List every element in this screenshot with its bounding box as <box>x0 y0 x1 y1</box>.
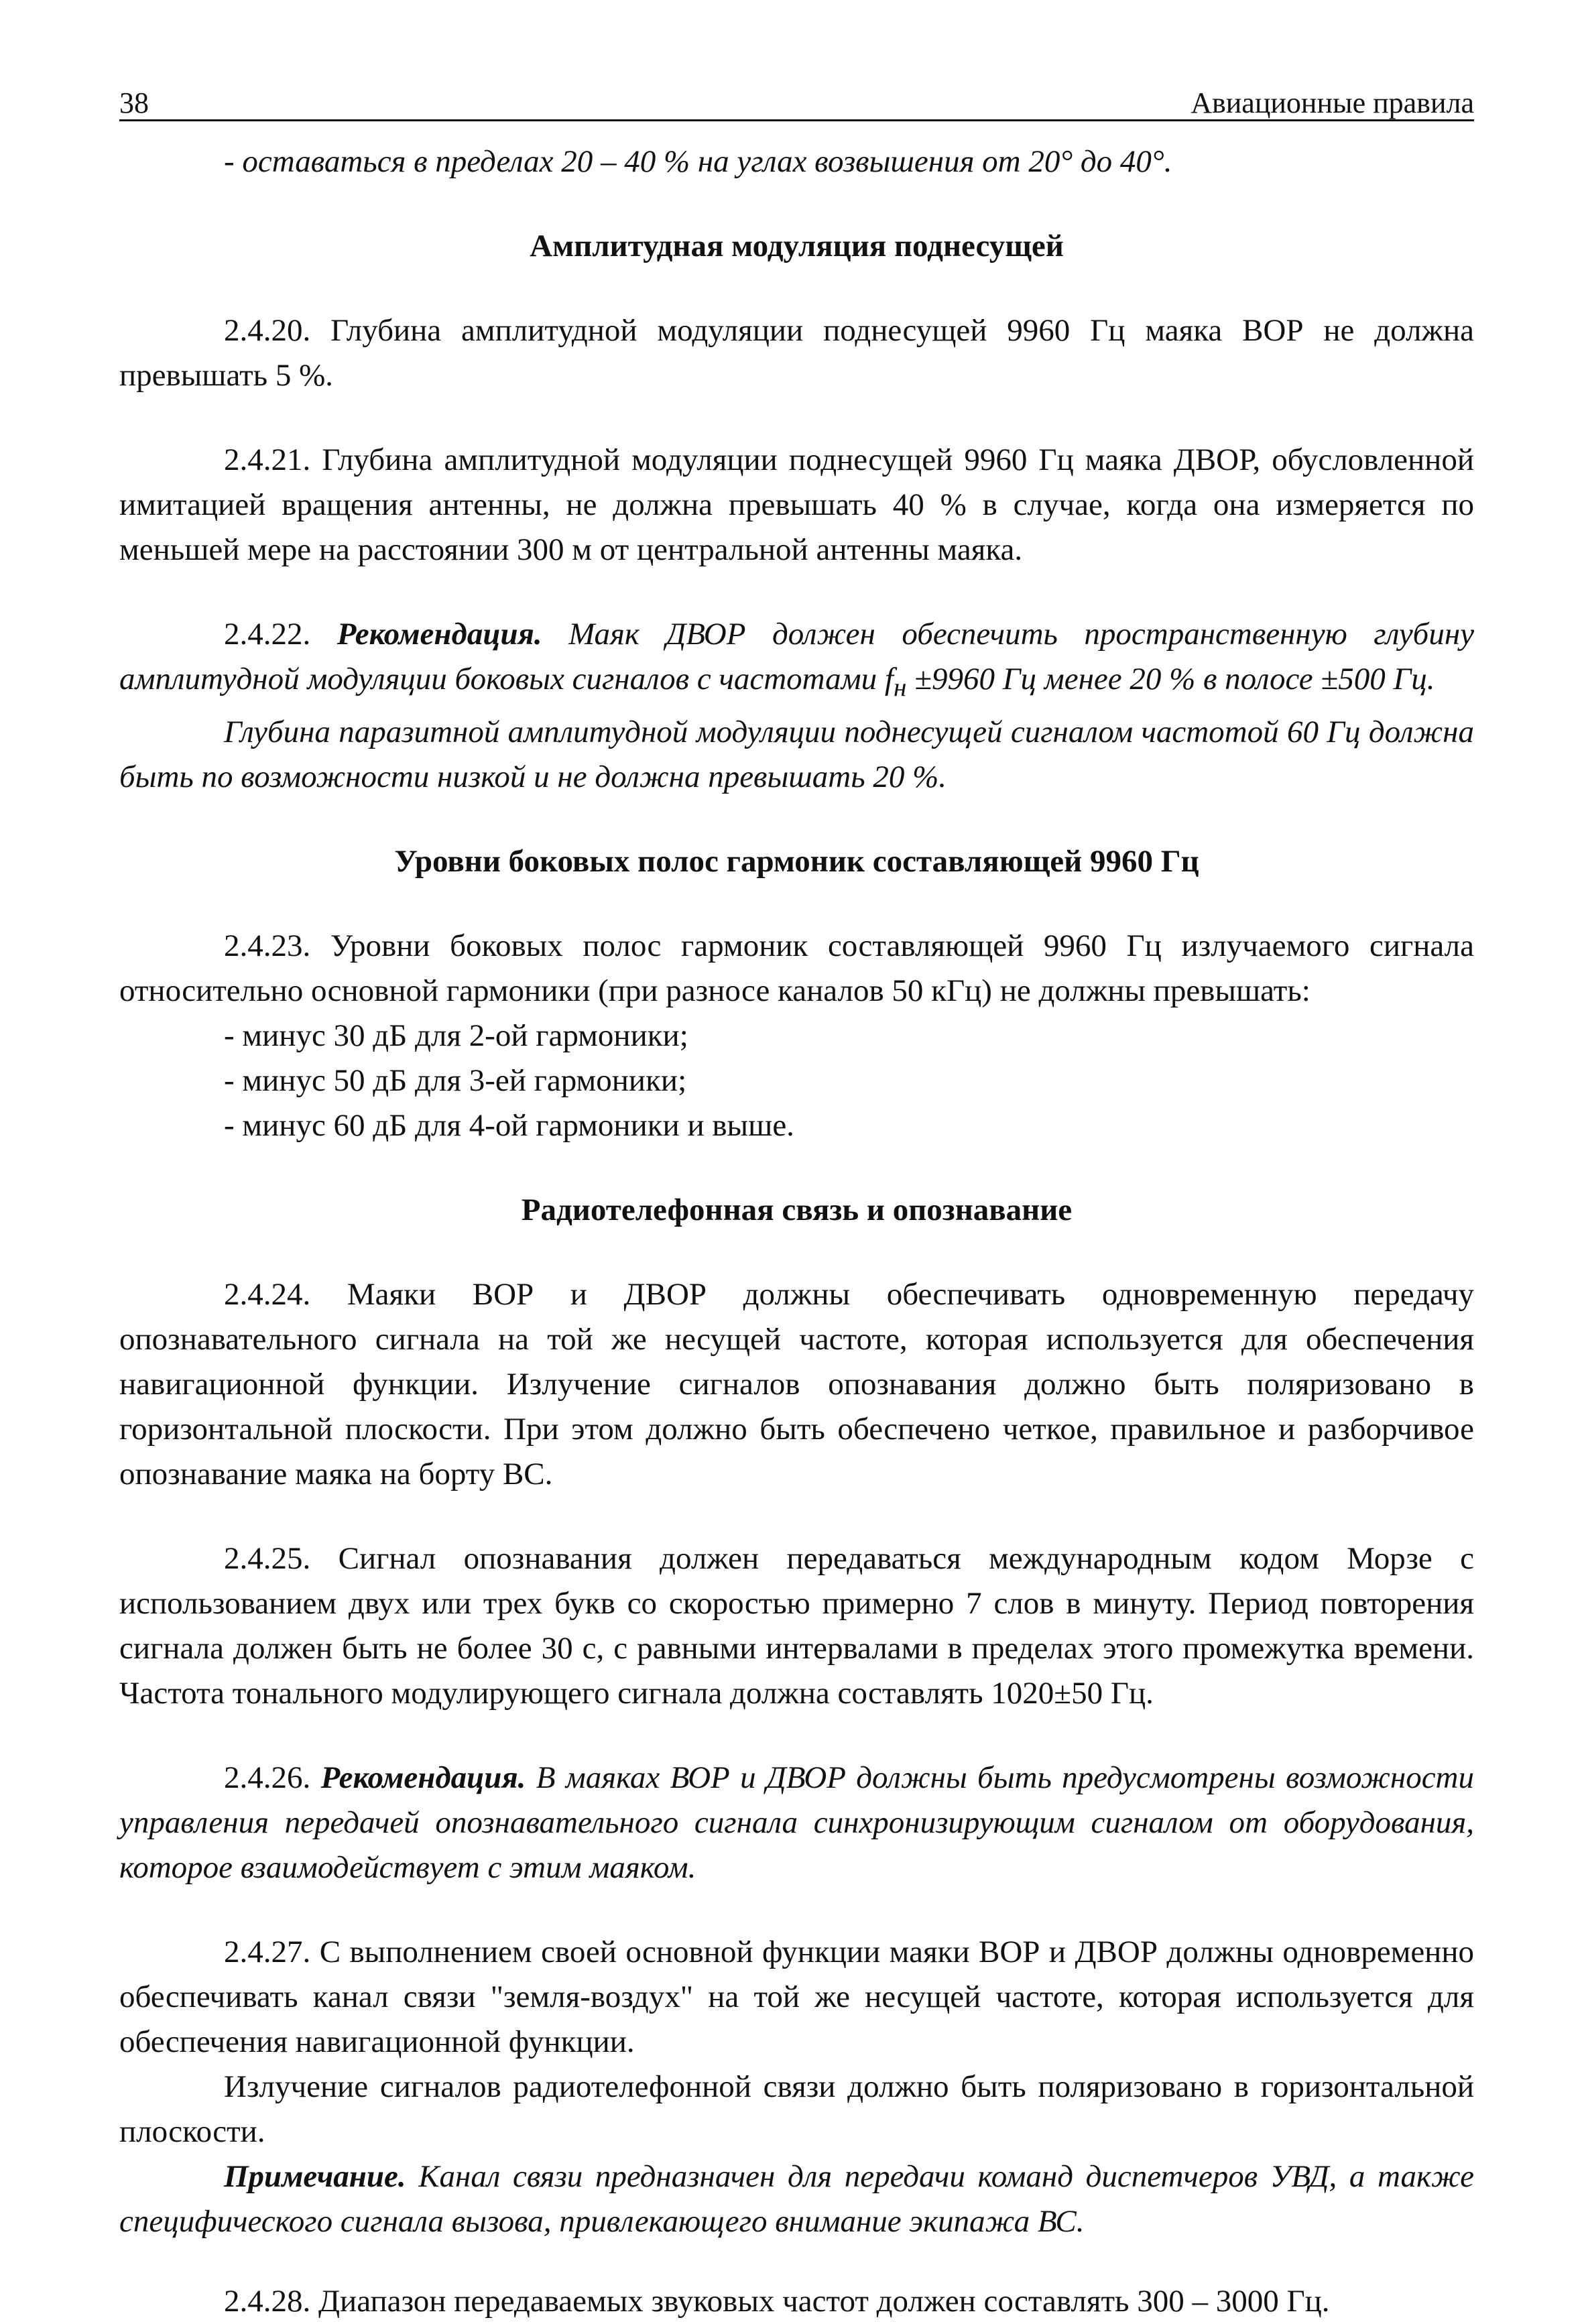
paragraph-2-4-24: 2.4.24. Маяки ВОР и ДВОР должны обеспечивать одновременную передачу опознавательного сигнала на той же несущей частоте, которая используется для обеспечения навигационной функции. Излучение сигналов опознавания должно быть поляризовано в горизонтальной плоскости. При этом должно быть обеспечено четкое, правильное и разборчивое опознавание маяка на борту ВС. <box>119 1277 1474 1492</box>
section-title-radio: Радиотелефонная связь и опознавание <box>521 1192 1073 1228</box>
recommendation-label: Рекомендация. <box>337 617 542 652</box>
note <box>119 2154 1474 2244</box>
recommendation-text-a: Маяк ДВОР должен обеспечить пространственную глубину амплитудной модуляции боковых сигналов с частотами f <box>119 617 1475 696</box>
page-body <box>119 139 1474 2324</box>
intro-line: - оставаться в пределах 20 – 40 % на углах возвышения от 20° до 40°. <box>224 144 1172 179</box>
paragraph-2-4-27: 2.4.27. С выполнением своей основной функции маяки ВОР и ДВОР должны одновременно обеспечивать канал связи "земля-воздух" на той же несущей частоте, которая используется для обеспечения навигационной функции. <box>119 1935 1474 2060</box>
paragraph-2-4-22 <box>119 612 1474 710</box>
recommendation-text: В маяках ВОР и ДВОР должны быть предусмотрены возможности управления передачей опознавательного сигнала синхронизирующим сигналом от оборудования, которое взаимодействует с этим маяком. <box>119 1760 1474 1886</box>
list-item: - минус 60 дБ для 4-ой гармоники и выше. <box>224 1108 794 1144</box>
section-title-am: Амплитудная модуляция поднесущей <box>530 229 1064 263</box>
running-title: Авиационные правила <box>1191 86 1474 119</box>
page-header <box>119 75 1474 121</box>
section-title-sidebands: Уровни боковых полос гармоник составляющей 9960 Гц <box>394 844 1199 879</box>
note-text: Канал связи предназначен для передачи команд диспетчеров УВД, а также специфического сигнала вызова, привлекающего внимание экипажа ВС. <box>119 2159 1474 2240</box>
paragraph-2-4-27-polarization: Излучение сигналов радиотелефонной связи должно быть поляризовано в горизонтальной плоскости. <box>119 2069 1474 2150</box>
paragraph-2-4-23: 2.4.23. Уровни боковых полос гармоник составляющей 9960 Гц излучаемого сигнала относительно основной гармоники (при разносе каналов 50 кГц) не должны превышать: <box>119 928 1474 1009</box>
paragraph-2-4-20: 2.4.20. Глубина амплитудной модуляции поднесущей 9960 Гц маяка ВОР не должна превышать 5 %. <box>119 313 1474 393</box>
paragraph-2-4-22-continued: Глубина паразитной амплитудной модуляции поднесущей сигналом частотой 60 Гц должна быть по возможности низкой и не должна превышать 20 %. <box>119 715 1474 795</box>
paragraph-number: 2.4.22. <box>224 617 337 652</box>
paragraph-number: 2.4.26. <box>224 1760 321 1796</box>
recommendation-text-b: ±9960 Гц менее 20 % в полосе ±500 Гц. <box>906 662 1435 696</box>
list-item: - минус 30 дБ для 2-ой гармоники; <box>224 1018 688 1054</box>
list-item: - минус 50 дБ для 3-ей гармоники; <box>224 1063 687 1099</box>
paragraph-2-4-21: 2.4.21. Глубина амплитудной модуляции поднесущей 9960 Гц маяка ДВОР, обусловленной имитацией вращения антенны, не должна превышать 40 % в случае, когда она измеряется по меньшей мере на расстоянии 300 м от центральной антенны маяка. <box>119 442 1474 567</box>
paragraph-2-4-26 <box>119 1756 1474 1890</box>
note-label: Примечание. <box>224 2159 406 2195</box>
paragraph-2-4-28: 2.4.28. Диапазон передаваемых звуковых частот должен составлять 300 – 3000 Гц. <box>224 2284 1330 2319</box>
frequency-subscript: н <box>894 673 907 702</box>
page-number: 38 <box>119 86 149 119</box>
recommendation-label: Рекомендация. <box>320 1760 526 1796</box>
paragraph-2-4-25: 2.4.25. Сигнал опознавания должен передаваться международным кодом Морзе с использованием двух или трех букв со скоростью примерно 7 слов в минуту. Период повторения сигнала должен быть не более 30 с, с равными интервалами в пределах этого промежутка времени. Частота тонального модулирующего сигнала должна составлять 1020±50 Гц. <box>119 1541 1474 1711</box>
